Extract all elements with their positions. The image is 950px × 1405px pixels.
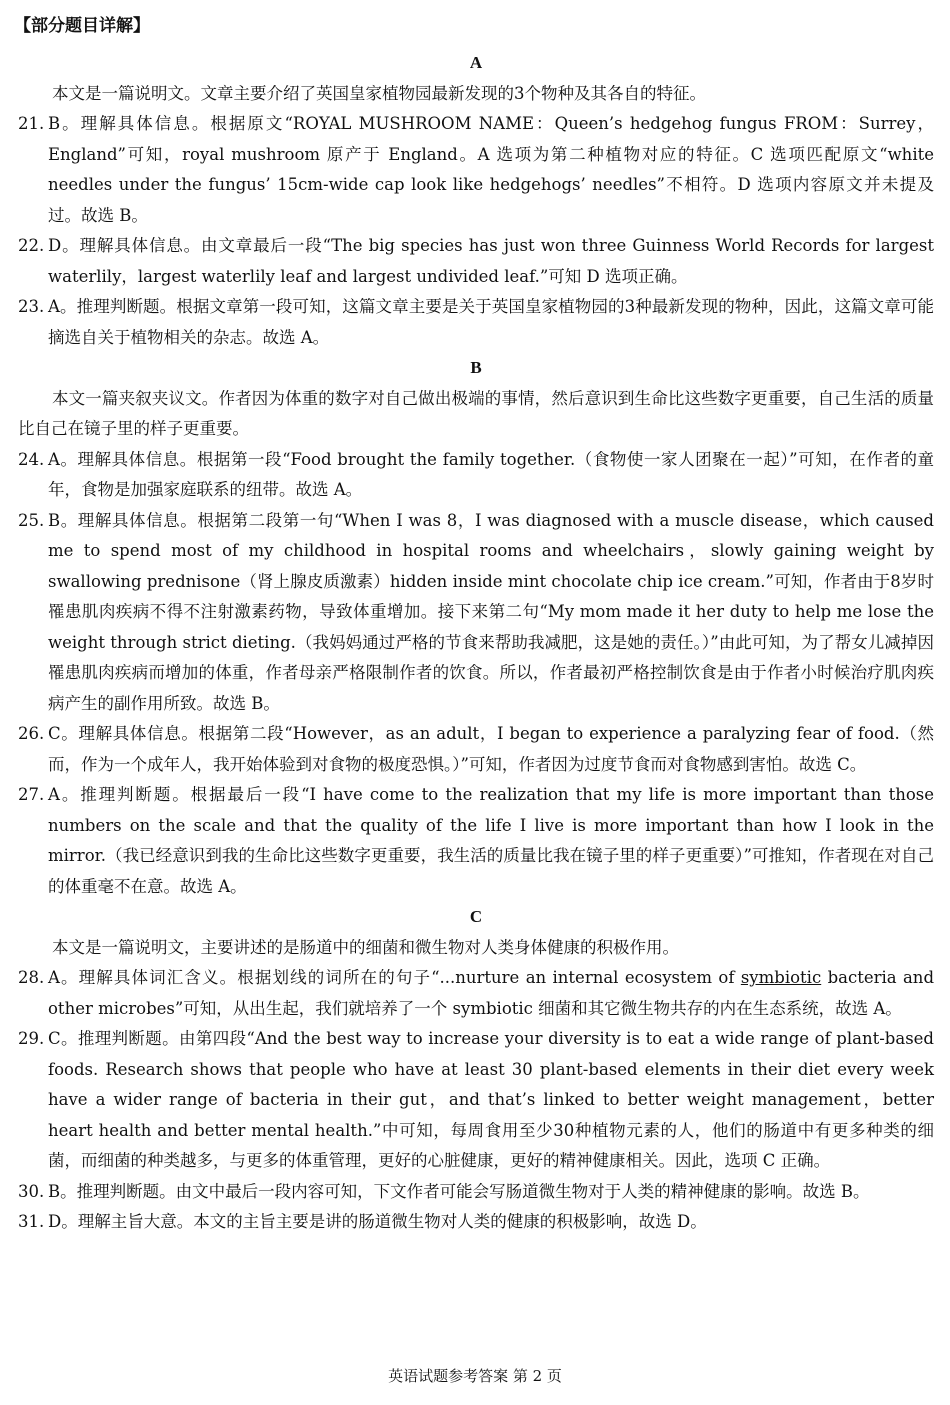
question-number: 26. — [18, 724, 45, 743]
question-number: 25. — [18, 510, 45, 530]
question-explanation: B。理解具体信息。根据第二段第一句“When I was 8，I was diagnosed with a muscle disease，which caused me to spend most of my childhood in hospital rooms and wheelchairs，slowly gaining weight by swallowing prednisone（肾上腺皮质激素）hidden inside mint chocolate chip ice cream.”可知，作者由于8岁时罹患肌肉疾病不得不注射激素药物，导致体重增加。接下来第二句“My mom made it her duty to help me lose the weight through strict dieting.（我妈妈通过严格的节食来帮助我减肥，这是她的责任。）”由此可知，为了帮女儿减掉因罹患肌肉疾病而增加的体重，作者母亲严格限制作者的饮食。所以，作者最初严格控制饮食是由于作者小时候治疗肌肉疾病产生的副作用所致。故选 B。 — [48, 510, 934, 713]
explanation-text-before: A。理解具体词汇含义。根据划线的词所在的句子“...nurture an internal ecosystem of — [48, 968, 741, 987]
question-number: 23. — [18, 297, 45, 316]
question-explanation: D。理解主旨大意。本文的主旨主要是讲的肠道微生物对人类的健康的积极影响，故选 D。 — [48, 1212, 707, 1231]
underlined-word: symbiotic — [740, 968, 822, 987]
section-a-title: A — [469, 53, 483, 72]
question-explanation: A。理解具体信息。根据第一段“Food brought the family together.（食物使一家人团聚在一起）”可知，在作者的童年，食物是加强家庭联系的纽带。故选 A。 — [48, 449, 934, 499]
question-item — [18, 231, 934, 292]
question-item — [18, 780, 934, 902]
question-item — [18, 506, 934, 720]
question-item — [18, 719, 934, 780]
question-explanation: D。理解具体信息。由文章最后一段“The big species has just won three Guinness World Records for largest waterlily，largest waterlily leaf and largest undivided leaf.”可知 D 选项正确。 — [48, 236, 934, 286]
question-explanation: A。推理判断题。根据最后一段“I have come to the realization that my life is more important than those numbers on the scale and that the quality of the life I live is more important than how I look in the mirror.（我已经意识到我的生命比这些数字更重要，我生活的质量比我在镜子里的样子更重要）”可推知，作者现在对自己的体重毫不在意。故选 A。 — [48, 785, 934, 896]
page-footer: 英语试题参考答案 第 2 页 — [388, 1367, 562, 1385]
question-item — [18, 1177, 934, 1208]
question-item — [18, 292, 934, 353]
question-item — [18, 1207, 934, 1238]
question-number: 21. — [18, 114, 45, 133]
question-explanation: A。推理判断题。根据文章第一段可知，这篇文章主要是关于英国皇家植物园的3种最新发现的物种，因此，这篇文章可能摘选自关于植物相关的杂志。故选 A。 — [48, 297, 934, 347]
section-c-title: C — [469, 907, 483, 926]
question-explanation: B。推理判断题。由文中最后一段内容可知，下文作者可能会写肠道微生物对于人类的精神健康的影响。故选 B。 — [48, 1181, 870, 1201]
question-number: 27. — [18, 785, 45, 804]
question-item — [18, 1024, 934, 1177]
page-heading: 【部分题目详解】 — [14, 16, 150, 36]
question-number: 22. — [18, 236, 45, 255]
section-a-intro: 本文是一篇说明文。文章主要介绍了英国皇家植物园最新发现的3个物种及其各自的特征。 — [52, 83, 706, 103]
question-explanation: B。理解具体信息。根据原文“ROYAL MUSHROOM NAME：Queen’s hedgehog fungus FROM：Surrey，England”可知，royal mushroom 原产于 England。A 选项为第二种植物对应的特征。C 选项匹配原文“white needles under the fungus’ 15cm-wide cap look like hedgehogs’ needles”不相符。D 选项内容原文并未提及过。故选 B。 — [48, 114, 934, 225]
explanation-text-after: bacteria and other microbes”可知，从出生起，我们就培养了一个 symbiotic 细菌和其它微生物共存的内在生态系统，故选 A。 — [48, 968, 935, 1018]
question-number: 31. — [18, 1212, 45, 1231]
question-number: 30. — [18, 1181, 45, 1201]
content-body — [18, 48, 934, 1238]
question-explanation: C。推理判断题。由第四段“And the best way to increase your diversity is to eat a wide range of plant-based foods. Research shows that people who have at least 30 plant-based elements in their diet every week have a wider range of bacteria in their gut，and that’s linked to better weight management，better heart health and better mental health.”中可知，每周食用至少30种植物元素的人，他们的肠道中有更多种类的细菌，而细菌的种类越多，与更多的体重管理，更好的心脏健康，更好的精神健康相关。因此，选项 C 正确。 — [48, 1029, 934, 1170]
question-explanation — [48, 963, 934, 1024]
question-number: 24. — [18, 449, 45, 469]
question-item — [18, 963, 934, 1024]
question-explanation: C。理解具体信息。根据第二段“However，as an adult，I began to experience a paralyzing fear of food.（然而，作为一个成年人，我开始体验到对食物的极度恐惧。）”可知，作者因为过度节食而对食物感到害怕。故选 C。 — [48, 724, 934, 774]
question-item — [18, 109, 934, 231]
question-number: 28. — [18, 968, 45, 987]
question-item — [18, 445, 934, 506]
section-b-intro: 本文一篇夹叙夹议文。作者因为体重的数字对自己做出极端的事情，然后意识到生命比这些数字更重要，自己生活的质量比自己在镜子里的样子更重要。 — [18, 388, 934, 438]
section-b-title: B — [470, 358, 482, 377]
section-c-intro: 本文是一篇说明文，主要讲述的是肠道中的细菌和微生物对人类身体健康的积极作用。 — [52, 937, 679, 957]
question-number: 29. — [18, 1029, 45, 1048]
